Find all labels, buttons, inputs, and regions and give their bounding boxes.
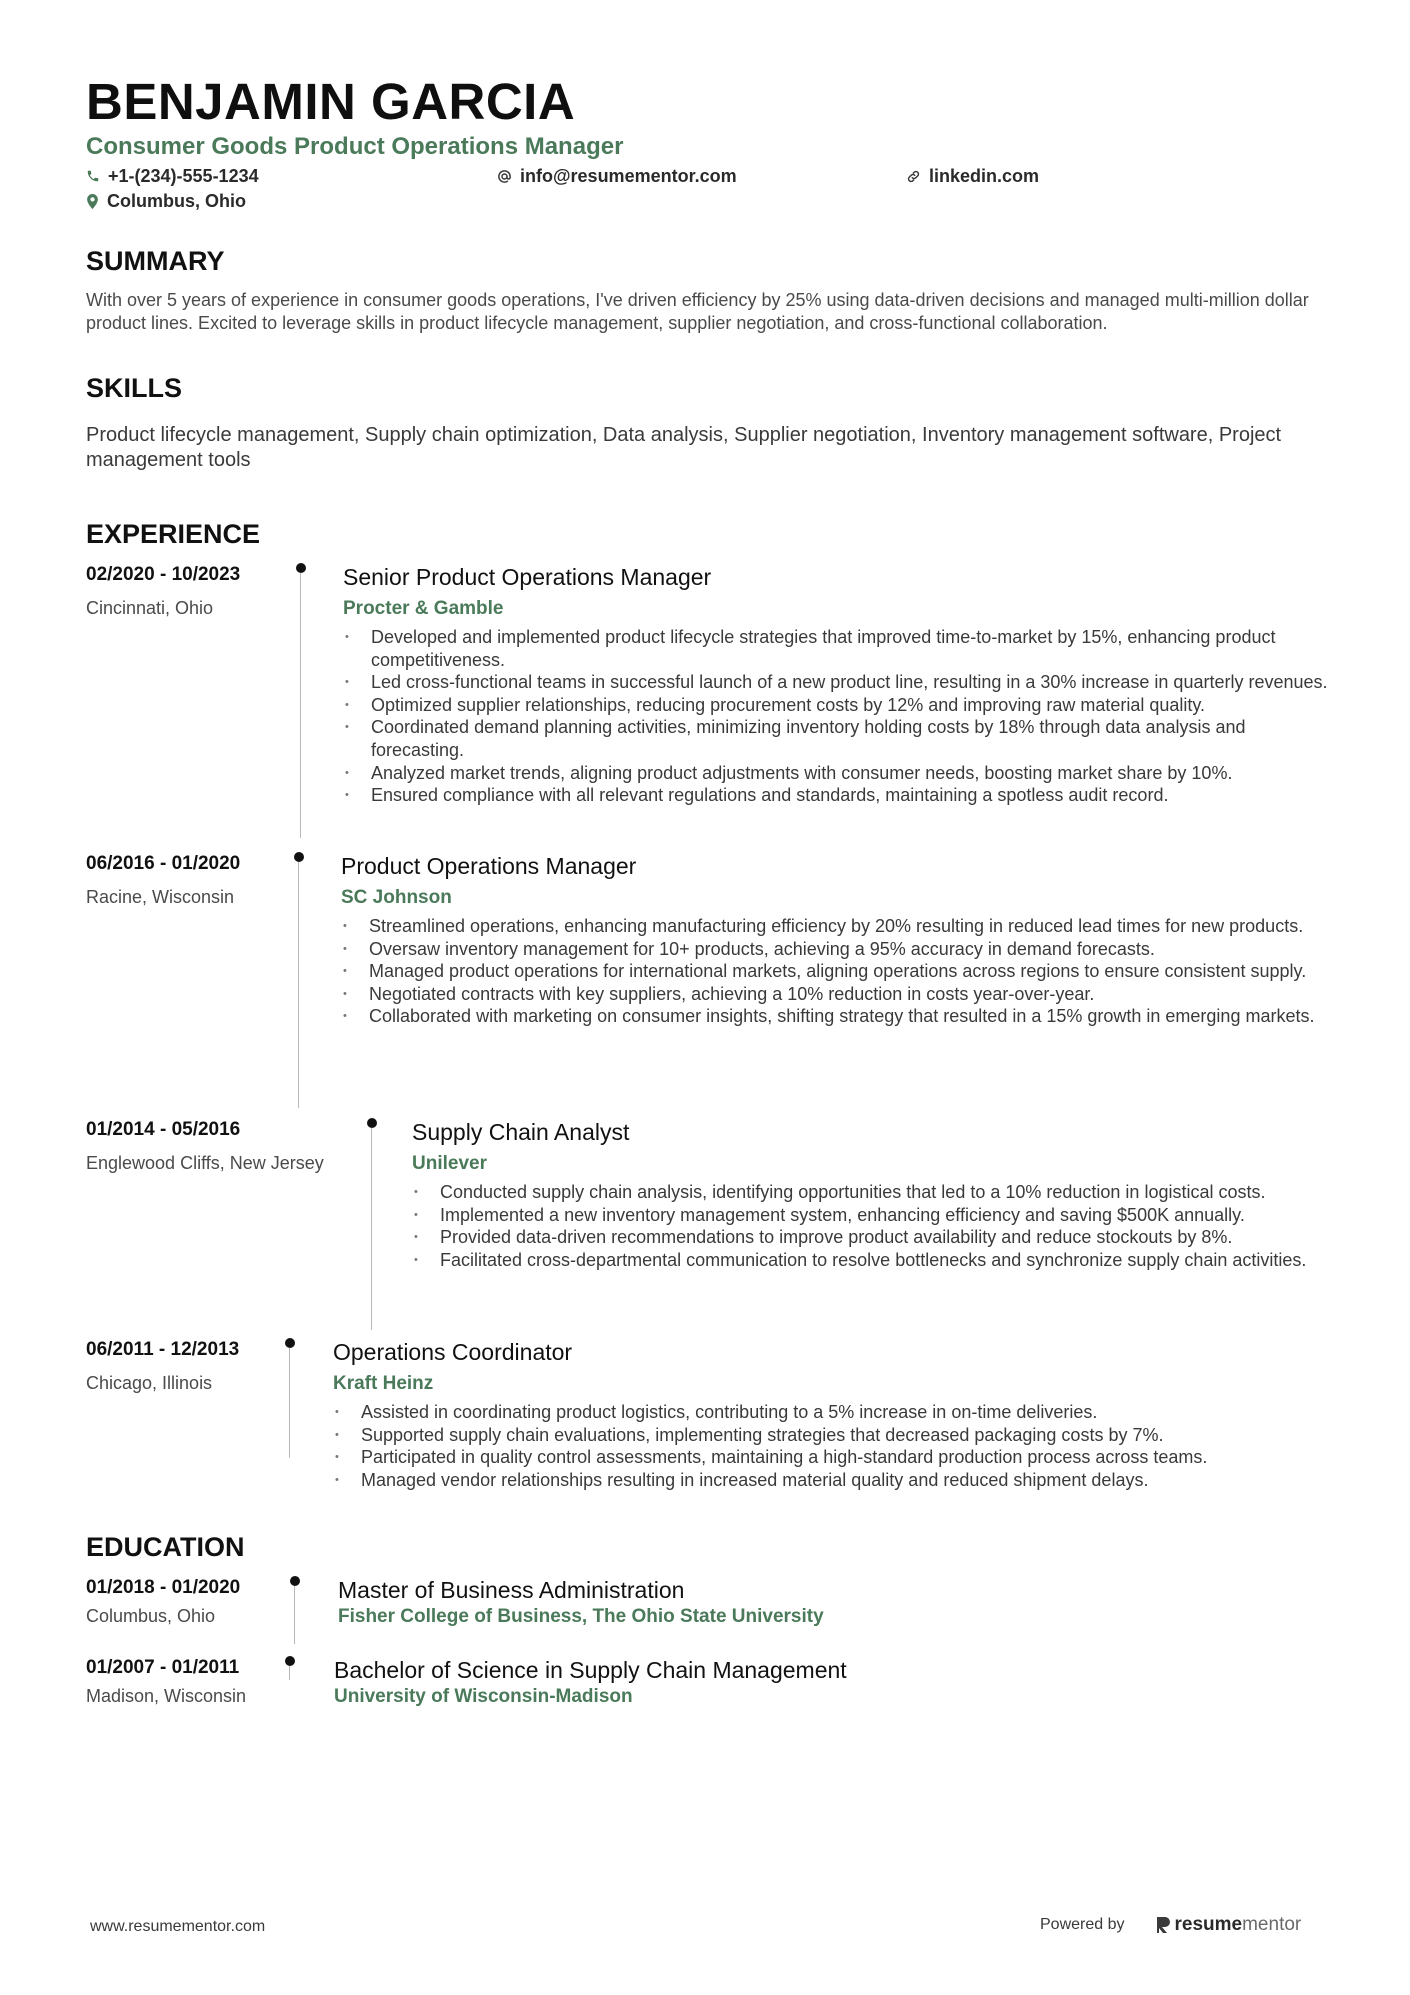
location-contact [86,189,246,213]
timeline-line [294,1586,295,1644]
at-icon [497,169,512,184]
experience-dates: 02/2020 - 10/2023 [86,564,241,585]
education-degree: Master of Business Administration [338,1577,685,1603]
location-text: Columbus, Ohio [107,191,246,211]
timeline-line [300,573,301,838]
experience-dates: 06/2016 - 01/2020 [86,853,241,874]
experience-role: Product Operations Manager [341,853,637,879]
email-contact[interactable] [497,164,737,188]
experience-role: Supply Chain Analyst [412,1119,630,1145]
brand-bold-text: resume [1174,1914,1243,1935]
experience-company: Unilever [412,1153,487,1174]
bullet-item: • Led cross-functional teams in successful launch of a new product line, resulting in a 30% increase in quarterly revenues. [343,671,1343,694]
bullet-item: • Facilitated cross-departmental communication to resolve bottlenecks and synchronize supply chain activities. [412,1249,1342,1272]
candidate-name: BENJAMIN GARCIA [86,73,576,130]
education-dates: 01/2007 - 01/2011 [86,1657,240,1678]
education-heading: EDUCATION [86,1532,245,1562]
timeline-dot [285,1656,295,1666]
experience-bullets [343,626,1343,807]
education-degree: Bachelor of Science in Supply Chain Management [334,1657,847,1683]
education-location: Columbus, Ohio [86,1606,216,1626]
linkedin-contact[interactable] [906,164,1039,188]
timeline-line [371,1128,372,1330]
skills-text: Product lifecycle management, Supply chain optimization, Data analysis, Supplier negotiation, Inventory management software, Project management tools [86,424,1282,471]
footer-branding [1040,1914,1301,1936]
footer-website-link[interactable]: www.resumementor.com [90,1918,266,1935]
bullet-item: • Provided data-driven recommendations to improve product availability and reduce stockouts by 8%. [412,1226,1342,1249]
bullet-item: • Supported supply chain evaluations, implementing strategies that decreased packaging costs by 7%. [333,1424,1333,1447]
experience-company: Kraft Heinz [333,1373,434,1394]
experience-location: Chicago, Illinois [86,1373,213,1393]
experience-dates: 06/2011 - 12/2013 [86,1339,240,1360]
bullet-item: • Optimized supplier relationships, reducing procurement costs by 12% and improving raw material quality. [343,694,1343,717]
experience-bullets [333,1401,1333,1491]
experience-location: Englewood Cliffs, New Jersey [86,1153,324,1173]
bullet-item: • Conducted supply chain analysis, identifying opportunities that led to a 10% reduction in logistical costs. [412,1181,1342,1204]
bullet-item: • Assisted in coordinating product logistics, contributing to a 5% increase in on-time deliveries. [333,1401,1333,1424]
experience-bullets [412,1181,1342,1271]
timeline-line [298,862,299,1108]
experience-location: Racine, Wisconsin [86,887,235,907]
link-icon [906,169,921,184]
resumementor-logo-icon [1155,1915,1171,1935]
phone-contact[interactable] [86,164,259,188]
experience-role: Senior Product Operations Manager [343,564,712,590]
brand-light-text: mentor [1242,1914,1302,1935]
skills-heading: SKILLS [86,373,183,403]
education-dates: 01/2018 - 01/2020 [86,1577,241,1598]
bullet-item: • Implemented a new inventory management system, enhancing efficiency and saving $500K annually. [412,1204,1342,1227]
timeline-dot [290,1576,300,1586]
experience-company: SC Johnson [341,887,452,908]
experience-dates: 01/2014 - 05/2016 [86,1119,241,1140]
timeline-line [289,1666,290,1680]
bullet-item: • Managed product operations for international markets, aligning operations across regions to ensure consistent supply. [341,960,1341,983]
experience-role: Operations Coordinator [333,1339,573,1365]
bullet-item: • Participated in quality control assessments, maintaining a high-standard production process across teams. [333,1446,1333,1469]
candidate-title: Consumer Goods Product Operations Manager [86,133,624,160]
bullet-item: • Negotiated contracts with key suppliers, achieving a 10% reduction in costs year-over-year. [341,983,1341,1006]
bullet-item: • Ensured compliance with all relevant regulations and standards, maintaining a spotless audit record. [343,784,1343,807]
bullet-item: • Managed vendor relationships resulting in increased material quality and reduced shipment delays. [333,1469,1333,1492]
timeline-dot [367,1118,377,1128]
experience-location: Cincinnati, Ohio [86,598,214,618]
education-location: Madison, Wisconsin [86,1686,247,1706]
bullet-item: • Streamlined operations, enhancing manufacturing efficiency by 20% resulting in reduced lead times for new products. [341,915,1341,938]
bullet-item: • Coordinated demand planning activities, minimizing inventory holding costs by 18% through data analysis and forecasting. [343,716,1343,761]
summary-heading: SUMMARY [86,246,225,276]
summary-text: With over 5 years of experience in consumer goods operations, I've driven efficiency by 25% using data-driven decisions and managed multi-million dollar product lines. Excited to leverage skills in product lifecycle management, supplier negotiation, and cross-functional collaboration. [86,290,1309,333]
bullet-item: • Collaborated with marketing on consumer insights, shifting strategy that resulted in a 15% growth in emerging markets. [341,1005,1341,1028]
timeline-dot [294,852,304,862]
bullet-item: • Analyzed market trends, aligning product adjustments with consumer needs, boosting market share by 10%. [343,762,1343,785]
phone-icon [86,169,100,183]
timeline-line [289,1348,290,1458]
map-pin-icon [86,194,99,209]
phone-text: +1-(234)-555-1234 [108,166,259,186]
education-school: Fisher College of Business, The Ohio State University [338,1606,824,1627]
timeline-dot [285,1338,295,1348]
bullet-item: • Developed and implemented product lifecycle strategies that improved time-to-market by 15%, enhancing product competitiveness. [343,626,1343,671]
bullet-item: • Oversaw inventory management for 10+ products, achieving a 95% accuracy in demand forecasts. [341,938,1341,961]
brand-logo[interactable] [1155,1914,1302,1936]
email-text: info@resumementor.com [520,166,737,186]
experience-company: Procter & Gamble [343,598,504,619]
linkedin-text: linkedin.com [929,166,1040,186]
powered-by-text: Powered by [1040,1916,1125,1933]
timeline-dot [296,563,306,573]
experience-heading: EXPERIENCE [86,519,261,549]
education-school: University of Wisconsin-Madison [334,1686,633,1707]
experience-bullets [341,915,1341,1028]
